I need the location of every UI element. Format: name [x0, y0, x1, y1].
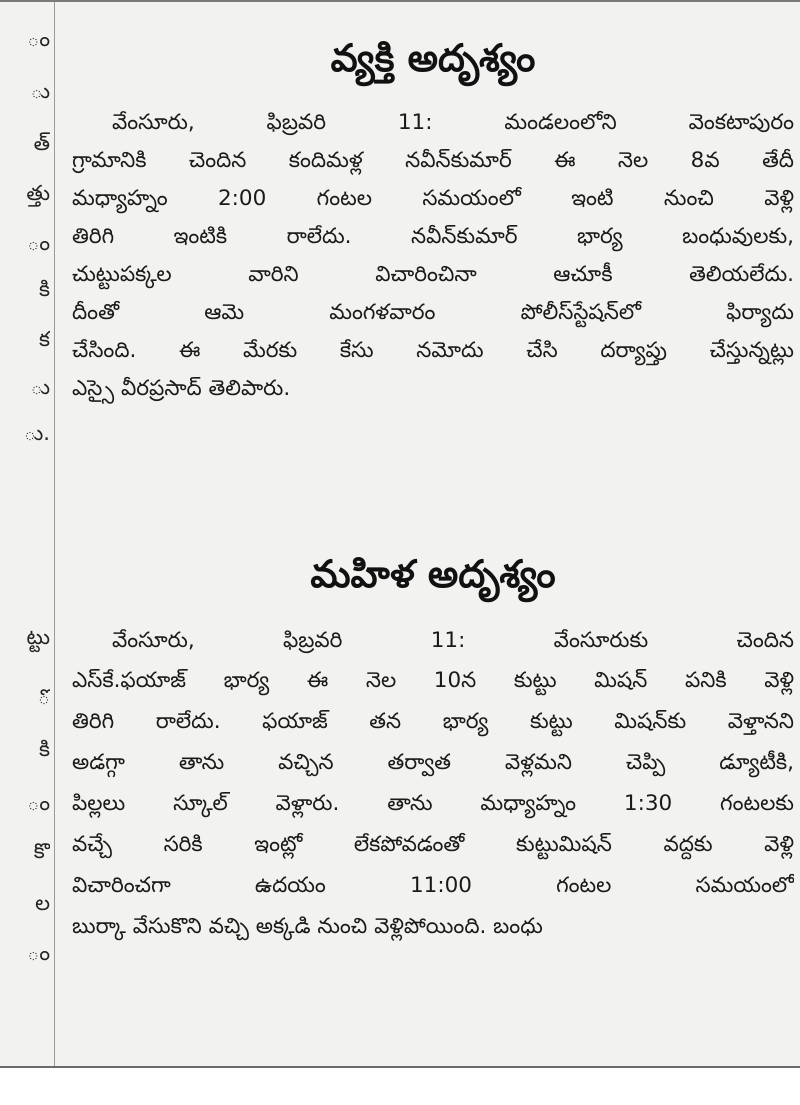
article-line: మధ్యాహ్నం 2:00 గంటల సమయంలో ఇంటి నుంచి వెళ్లి [72, 186, 794, 211]
headline: వ్యక్తి అదృశ్యం [330, 36, 536, 80]
article-line: తిరిగి ఇంటికి రాలేదు. నవీన్‌కుమార్ భార్య బంధువులకు, [72, 224, 794, 249]
article-line: వేంసూరు, ఫిబ్రవరి 11: వేంసూరుకు చెందిన [112, 628, 794, 653]
article-line: బుర్కా వేసుకొని వచ్చి అక్కడి నుంచి వెళ్లిపోయింది. బంధు [72, 914, 543, 939]
article-line: దీంతో ఆమె మంగళవారం పోలీస్‌స్టేషన్‌లో ఫిర్యాదు [72, 300, 794, 325]
article-line: వేంసూరు, ఫిబ్రవరి 11: మండలంలోని వెంకటాపురం [112, 110, 794, 135]
article-line: అడగ్గా తాను వచ్చిన తర్వాత వెళ్లమని చెప్పి డ్యూటీకి, [72, 750, 794, 775]
fragment: త్తు [26, 181, 50, 205]
article-line: పిల్లలు స్కూల్ వెళ్లారు. తాను మధ్యాహ్నం 1:30 గంటలకు [72, 791, 794, 816]
headline: మహిళ అదృశ్యం [310, 552, 556, 596]
article-missing-woman [72, 548, 794, 947]
adjacent-column-fragments [0, 2, 50, 1068]
fragment: త్ [33, 131, 50, 155]
fragment: క [39, 327, 50, 351]
fragment: ం [27, 231, 50, 255]
article-line: ఎస్‌కే.ఫయాజ్ భార్య ఈ నెల 10న కుట్టు మిషన్ పనికి వెళ్లి [72, 668, 794, 693]
fragment: ు [30, 375, 50, 399]
fragment: కి [39, 737, 50, 761]
article-line: గ్రామానికి చెందిన కందిమళ్ల నవీన్‌కుమార్ ఈ నెల 8వ తేదీ [72, 148, 794, 173]
fragment: ం [27, 27, 50, 51]
fragment: ు. [23, 421, 50, 445]
fragment: ం [27, 941, 50, 965]
article-line: విచారించగా ఉదయం 11:00 గంటల సమయంలో [72, 873, 794, 898]
article-line: ఎస్సై వీరప్రసాద్ తెలిపారు. [72, 376, 291, 401]
fragment: ో [37, 685, 50, 709]
article-missing-person [72, 32, 794, 408]
article-line: చేసింది. ఈ మేరకు కేసు నమోదు చేసి దర్యాప్తు చేస్తున్నట్లు [72, 338, 794, 363]
fragment: కొ [33, 839, 50, 863]
fragment: ల [35, 891, 50, 915]
column-divider [54, 2, 55, 1068]
fragment: ు [30, 79, 50, 103]
article-line: చుట్టుపక్కల వారిని విచారించినా ఆచూకీ తెలియలేదు. [72, 262, 794, 287]
fragment: కి [39, 277, 50, 301]
article-line: తిరిగి రాలేదు. ఫయాజ్ తన భార్య కుట్టు మిషన్‌కు వెళ్తానని [72, 709, 794, 734]
fragment: ట్టు [26, 625, 50, 649]
article-line: వచ్చే సరికి ఇంట్లో లేకపోవడంతో కుట్టుమిషన్ వద్దకు వెళ్లి [72, 832, 794, 857]
fragment: ం [27, 791, 50, 815]
